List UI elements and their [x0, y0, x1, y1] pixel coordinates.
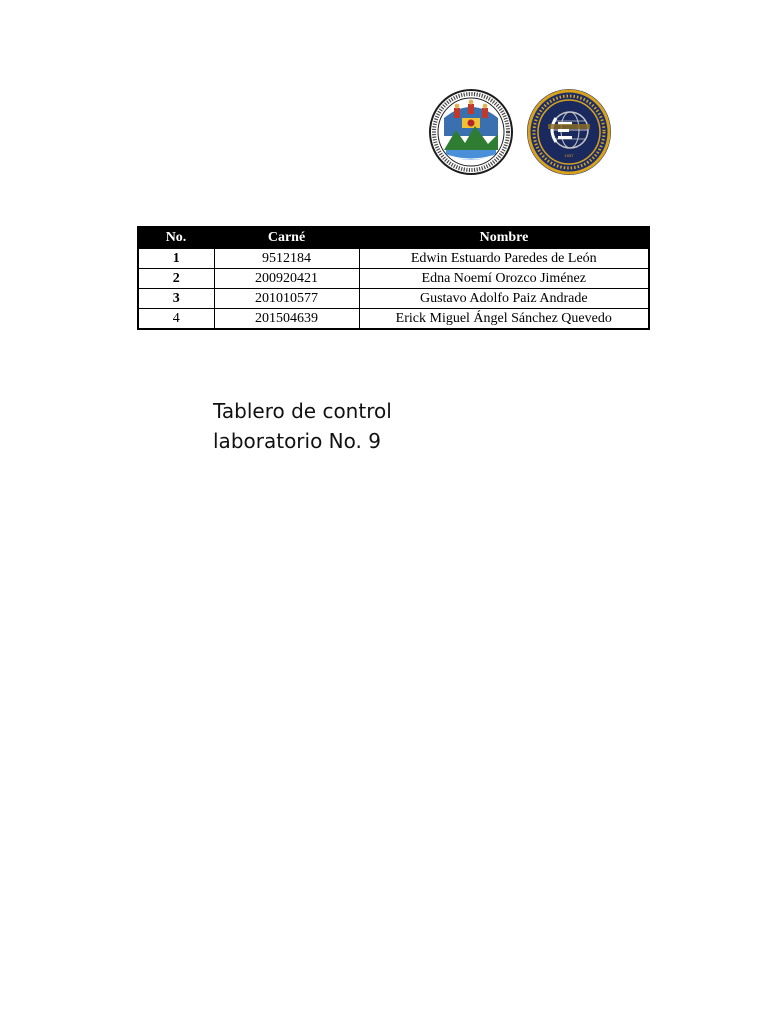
cell-nombre: Edna Noemí Orozco Jiménez — [359, 269, 649, 289]
cell-nombre: Edwin Estuardo Paredes de León — [359, 248, 649, 269]
cell-carne: 200920421 — [214, 269, 359, 289]
title-line-2: laboratorio No. 9 — [213, 429, 381, 453]
usac-seal-logo — [428, 88, 514, 176]
header-carne: Carné — [214, 227, 359, 248]
logo-group — [428, 88, 614, 178]
cell-no: 3 — [138, 289, 214, 309]
header-nombre: Nombre — [359, 227, 649, 248]
header-no: No. — [138, 227, 214, 248]
cell-carne: 201504639 — [214, 309, 359, 330]
table-row — [138, 289, 649, 309]
table-row — [138, 309, 649, 330]
document-title — [213, 396, 513, 456]
cell-carne: 9512184 — [214, 248, 359, 269]
cell-nombre: Erick Miguel Ángel Sánchez Quevedo — [359, 309, 649, 330]
cell-no: 1 — [138, 248, 214, 269]
faculty-seal-logo — [526, 88, 612, 176]
table-row — [138, 248, 649, 269]
members-table — [137, 226, 650, 330]
table-header-row — [138, 227, 649, 248]
svg-text:1937: 1937 — [564, 153, 574, 158]
cell-no: 4 — [138, 309, 214, 330]
cell-carne: 201010577 — [214, 289, 359, 309]
cell-no: 2 — [138, 269, 214, 289]
cell-nombre: Gustavo Adolfo Paiz Andrade — [359, 289, 649, 309]
table-row — [138, 269, 649, 289]
title-line-1: Tablero de control — [213, 399, 392, 423]
